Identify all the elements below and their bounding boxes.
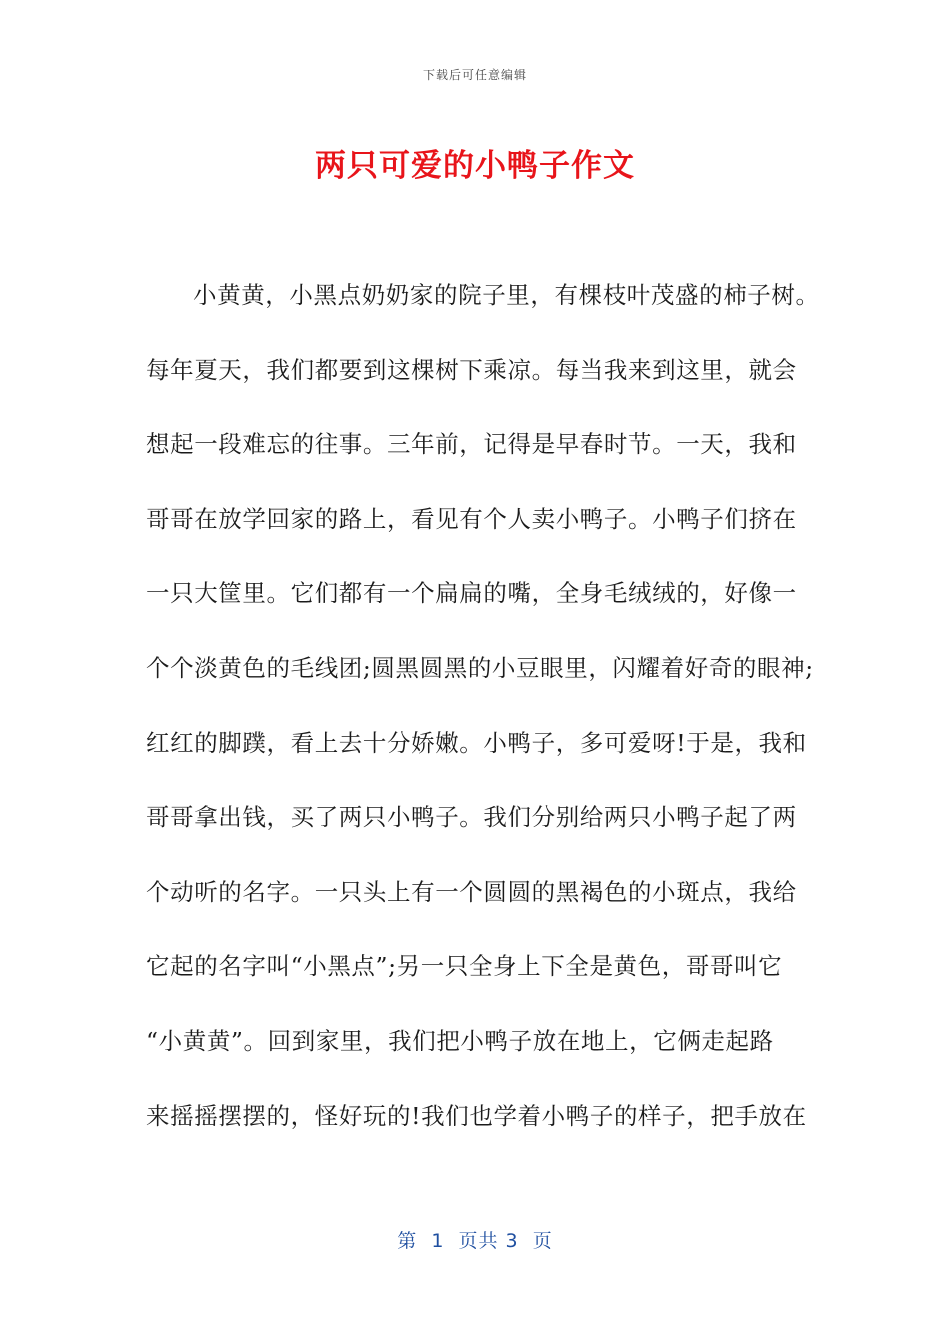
- document-title: 两只可爱的小鸭子作文: [315, 148, 635, 184]
- page-number: 第 1 页共 3 页: [397, 1230, 553, 1252]
- essay-line: 个动听的名字。一只头上有一个圆圆的黑褐色的小斑点，我给: [146, 877, 797, 906]
- essay-line: 哥哥在放学回家的路上，看见有个人卖小鸭子。小鸭子们挤在: [146, 504, 797, 533]
- essay-line: 它起的名字叫“小黑点”;另一只全身上下全是黄色，哥哥叫它: [146, 952, 783, 981]
- header-note: 下载后可任意编辑: [422, 68, 527, 82]
- essay-body: [146, 270, 826, 1165]
- essay-line: 红红的脚蹼，看上去十分娇嫩。小鸭子，多可爱呀!于是，我和: [146, 728, 807, 757]
- essay-line: 小黄黄，小黑点奶奶家的院子里，有棵枝叶茂盛的柿子树。: [193, 281, 820, 309]
- essay-line: 想起一段难忘的往事。三年前，记得是早春时节。一天，我和: [146, 430, 797, 459]
- essay-line: 一只大筐里。它们都有一个扁扁的嘴，全身毛绒绒的，好像一: [146, 579, 797, 608]
- essay-line: 个个淡黄色的毛线团;圆黑圆黑的小豆眼里，闪耀着好奇的眼神;: [146, 653, 814, 682]
- essay-line: 每年夏天，我们都要到这棵树下乘凉。每当我来到这里，就会: [146, 355, 797, 384]
- essay-line: 哥哥拿出钱，买了两只小鸭子。我们分别给两只小鸭子起了两: [146, 803, 797, 832]
- essay-line: “小黄黄”。回到家里，我们把小鸭子放在地上，它俩走起路: [146, 1026, 774, 1055]
- essay-line: 来摇摇摆摆的，怪好玩的!我们也学着小鸭子的样子，把手放在: [146, 1101, 807, 1130]
